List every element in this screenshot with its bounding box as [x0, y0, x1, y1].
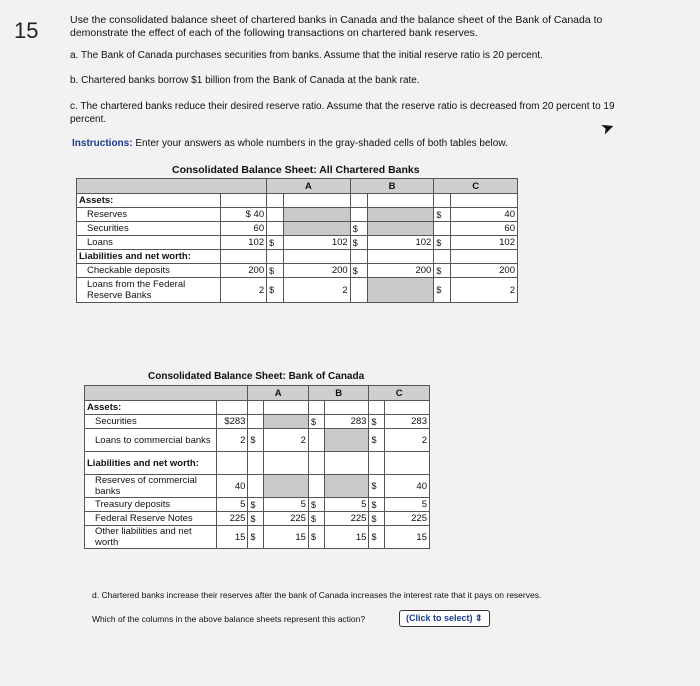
- boc-input-b-treasury[interactable]: 5: [324, 498, 369, 512]
- boc-assets-label: Assets:: [85, 401, 217, 415]
- boc-input-a-frn[interactable]: 225: [264, 512, 309, 526]
- init-checkable: 200: [221, 264, 267, 278]
- input-c-loans-fed[interactable]: 2: [451, 278, 518, 303]
- boc-init-treasury: 5: [216, 498, 248, 512]
- input-a-loans-fed[interactable]: 2: [284, 278, 350, 303]
- boc-securities-label: Securities: [85, 415, 217, 429]
- liabilities-label: Liabilities and net worth:: [77, 250, 221, 264]
- boc-col-header-a: A: [248, 386, 309, 401]
- cursor-arrow-icon: ➤: [598, 118, 618, 139]
- boc-input-c-other[interactable]: 15: [385, 526, 430, 549]
- boc-init-securities: $283: [216, 415, 248, 429]
- boc-input-b-frn[interactable]: 225: [324, 512, 369, 526]
- boc-reserves-commercial-label: Reserves of commercial banks: [85, 475, 217, 498]
- boc-input-b-loans[interactable]: [324, 429, 369, 452]
- table2-title: Consolidated Balance Sheet: Bank of Canada: [148, 371, 365, 382]
- input-b-reserves[interactable]: [367, 208, 433, 222]
- init-securities: 60: [221, 222, 267, 236]
- input-c-loans[interactable]: 102: [451, 236, 518, 250]
- input-c-securities[interactable]: 60: [451, 222, 518, 236]
- col-header-b: B: [350, 179, 434, 194]
- col-header-a: A: [267, 179, 351, 194]
- boc-liabilities-label: Liabilities and net worth:: [85, 452, 217, 475]
- boc-init-frn: 225: [216, 512, 248, 526]
- securities-label: Securities: [77, 222, 221, 236]
- init-loans: 102: [221, 236, 267, 250]
- loans-label: Loans: [77, 236, 221, 250]
- instructions-text: Enter your answers as whole numbers in the gray-shaded cells of both tables below.: [135, 138, 508, 149]
- boc-input-b-securities[interactable]: 283: [324, 415, 369, 429]
- col-header-c: C: [434, 179, 518, 194]
- boc-input-a-reserves[interactable]: [264, 475, 309, 498]
- boc-input-c-loans[interactable]: 2: [385, 429, 430, 452]
- instructions: [72, 138, 508, 149]
- part-d: d. Chartered banks increase their reserves after the bank of Canada increases the interest rate that it pays on reserves.: [92, 590, 542, 600]
- reserves-label: Reserves: [77, 208, 221, 222]
- assets-label: Assets:: [77, 194, 221, 208]
- input-b-loans[interactable]: 102: [367, 236, 433, 250]
- boc-input-a-securities[interactable]: [264, 415, 309, 429]
- instructions-label: Instructions:: [72, 138, 133, 149]
- question-intro: Use the consolidated balance sheet of chartered banks in Canada and the balance sheet of the Bank of Canada to demonstrate the effect of each of the following transactions on chartered bank reserves.: [70, 14, 603, 39]
- part-a: a. The Bank of Canada purchases securities from banks. Assume that the initial reserve ratio is 20 percent.: [70, 50, 543, 61]
- input-b-securities[interactable]: [367, 222, 433, 236]
- init-loans-fed: 2: [221, 278, 267, 303]
- boc-input-b-other[interactable]: 15: [324, 526, 369, 549]
- input-a-loans[interactable]: 102: [284, 236, 350, 250]
- boc-frn-label: Federal Reserve Notes: [85, 512, 217, 526]
- input-c-reserves[interactable]: 40: [451, 208, 518, 222]
- boc-init-loans: 2: [216, 429, 248, 452]
- chartered-banks-table: A B C Assets: Reserves $ 40 $ 40 Securities 60 $ 60 Loans 102 $ 102 $ 102 $ 102 Liabilities and net worth: Checkable deposits 200 $ 200 $ 200 $ 200 Loans from the Federal Reserve Banks 2 $ 2 $ 2: [76, 178, 518, 303]
- boc-input-a-other[interactable]: 15: [264, 526, 309, 549]
- boc-input-a-loans[interactable]: 2: [264, 429, 309, 452]
- boc-treasury-label: Treasury deposits: [85, 498, 217, 512]
- input-b-loans-fed[interactable]: [367, 278, 433, 303]
- boc-input-c-securities[interactable]: 283: [385, 415, 430, 429]
- boc-other-label: Other liabilities and net worth: [85, 526, 217, 549]
- input-a-checkable[interactable]: 200: [284, 264, 350, 278]
- input-c-checkable[interactable]: 200: [451, 264, 518, 278]
- boc-init-other: 15: [216, 526, 248, 549]
- question-number: 15: [14, 18, 39, 43]
- column-select-dropdown[interactable]: (Click to select) ⇕: [399, 610, 490, 627]
- part-d-question: Which of the columns in the above balance sheets represent this action?: [92, 614, 366, 624]
- boc-input-c-reserves[interactable]: 40: [385, 475, 430, 498]
- boc-col-header-b: B: [308, 386, 369, 401]
- boc-loans-commercial-label: Loans to commercial banks: [85, 429, 217, 452]
- checkable-label: Checkable deposits: [77, 264, 221, 278]
- bank-of-canada-table: A B C Assets: Securities $283 $ 283 $ 283 Loans to commercial banks 2 $ 2 $ 2 Liabilities and net worth: Reserves of commercial banks 40 $ 40 Treasury deposits 5 $ 5 $ 5 $ 5 Federal Reserve Notes 225 $ 225 $ 225 $ 225 Other liabilities and net worth 15 $ 15 $ 15 $ 15: [84, 385, 430, 549]
- boc-init-reserves: 40: [216, 475, 248, 498]
- input-b-checkable[interactable]: 200: [367, 264, 433, 278]
- boc-input-a-treasury[interactable]: 5: [264, 498, 309, 512]
- init-reserves: $ 40: [221, 208, 267, 222]
- input-a-securities[interactable]: [284, 222, 350, 236]
- part-b: b. Chartered banks borrow $1 billion from the Bank of Canada at the bank rate.: [70, 75, 420, 86]
- input-a-reserves[interactable]: [284, 208, 350, 222]
- boc-input-b-reserves[interactable]: [324, 475, 369, 498]
- part-c: c. The chartered banks reduce their desired reserve ratio. Assume that the reserve ratio is decreased from 20 percent to 19 percent.: [70, 101, 615, 125]
- boc-input-c-frn[interactable]: 225: [385, 512, 430, 526]
- table1-title: Consolidated Balance Sheet: All Chartered Banks: [172, 164, 420, 176]
- boc-input-c-treasury[interactable]: 5: [385, 498, 430, 512]
- loans-fed-label: Loans from the Federal Reserve Banks: [77, 278, 221, 303]
- boc-col-header-c: C: [369, 386, 430, 401]
